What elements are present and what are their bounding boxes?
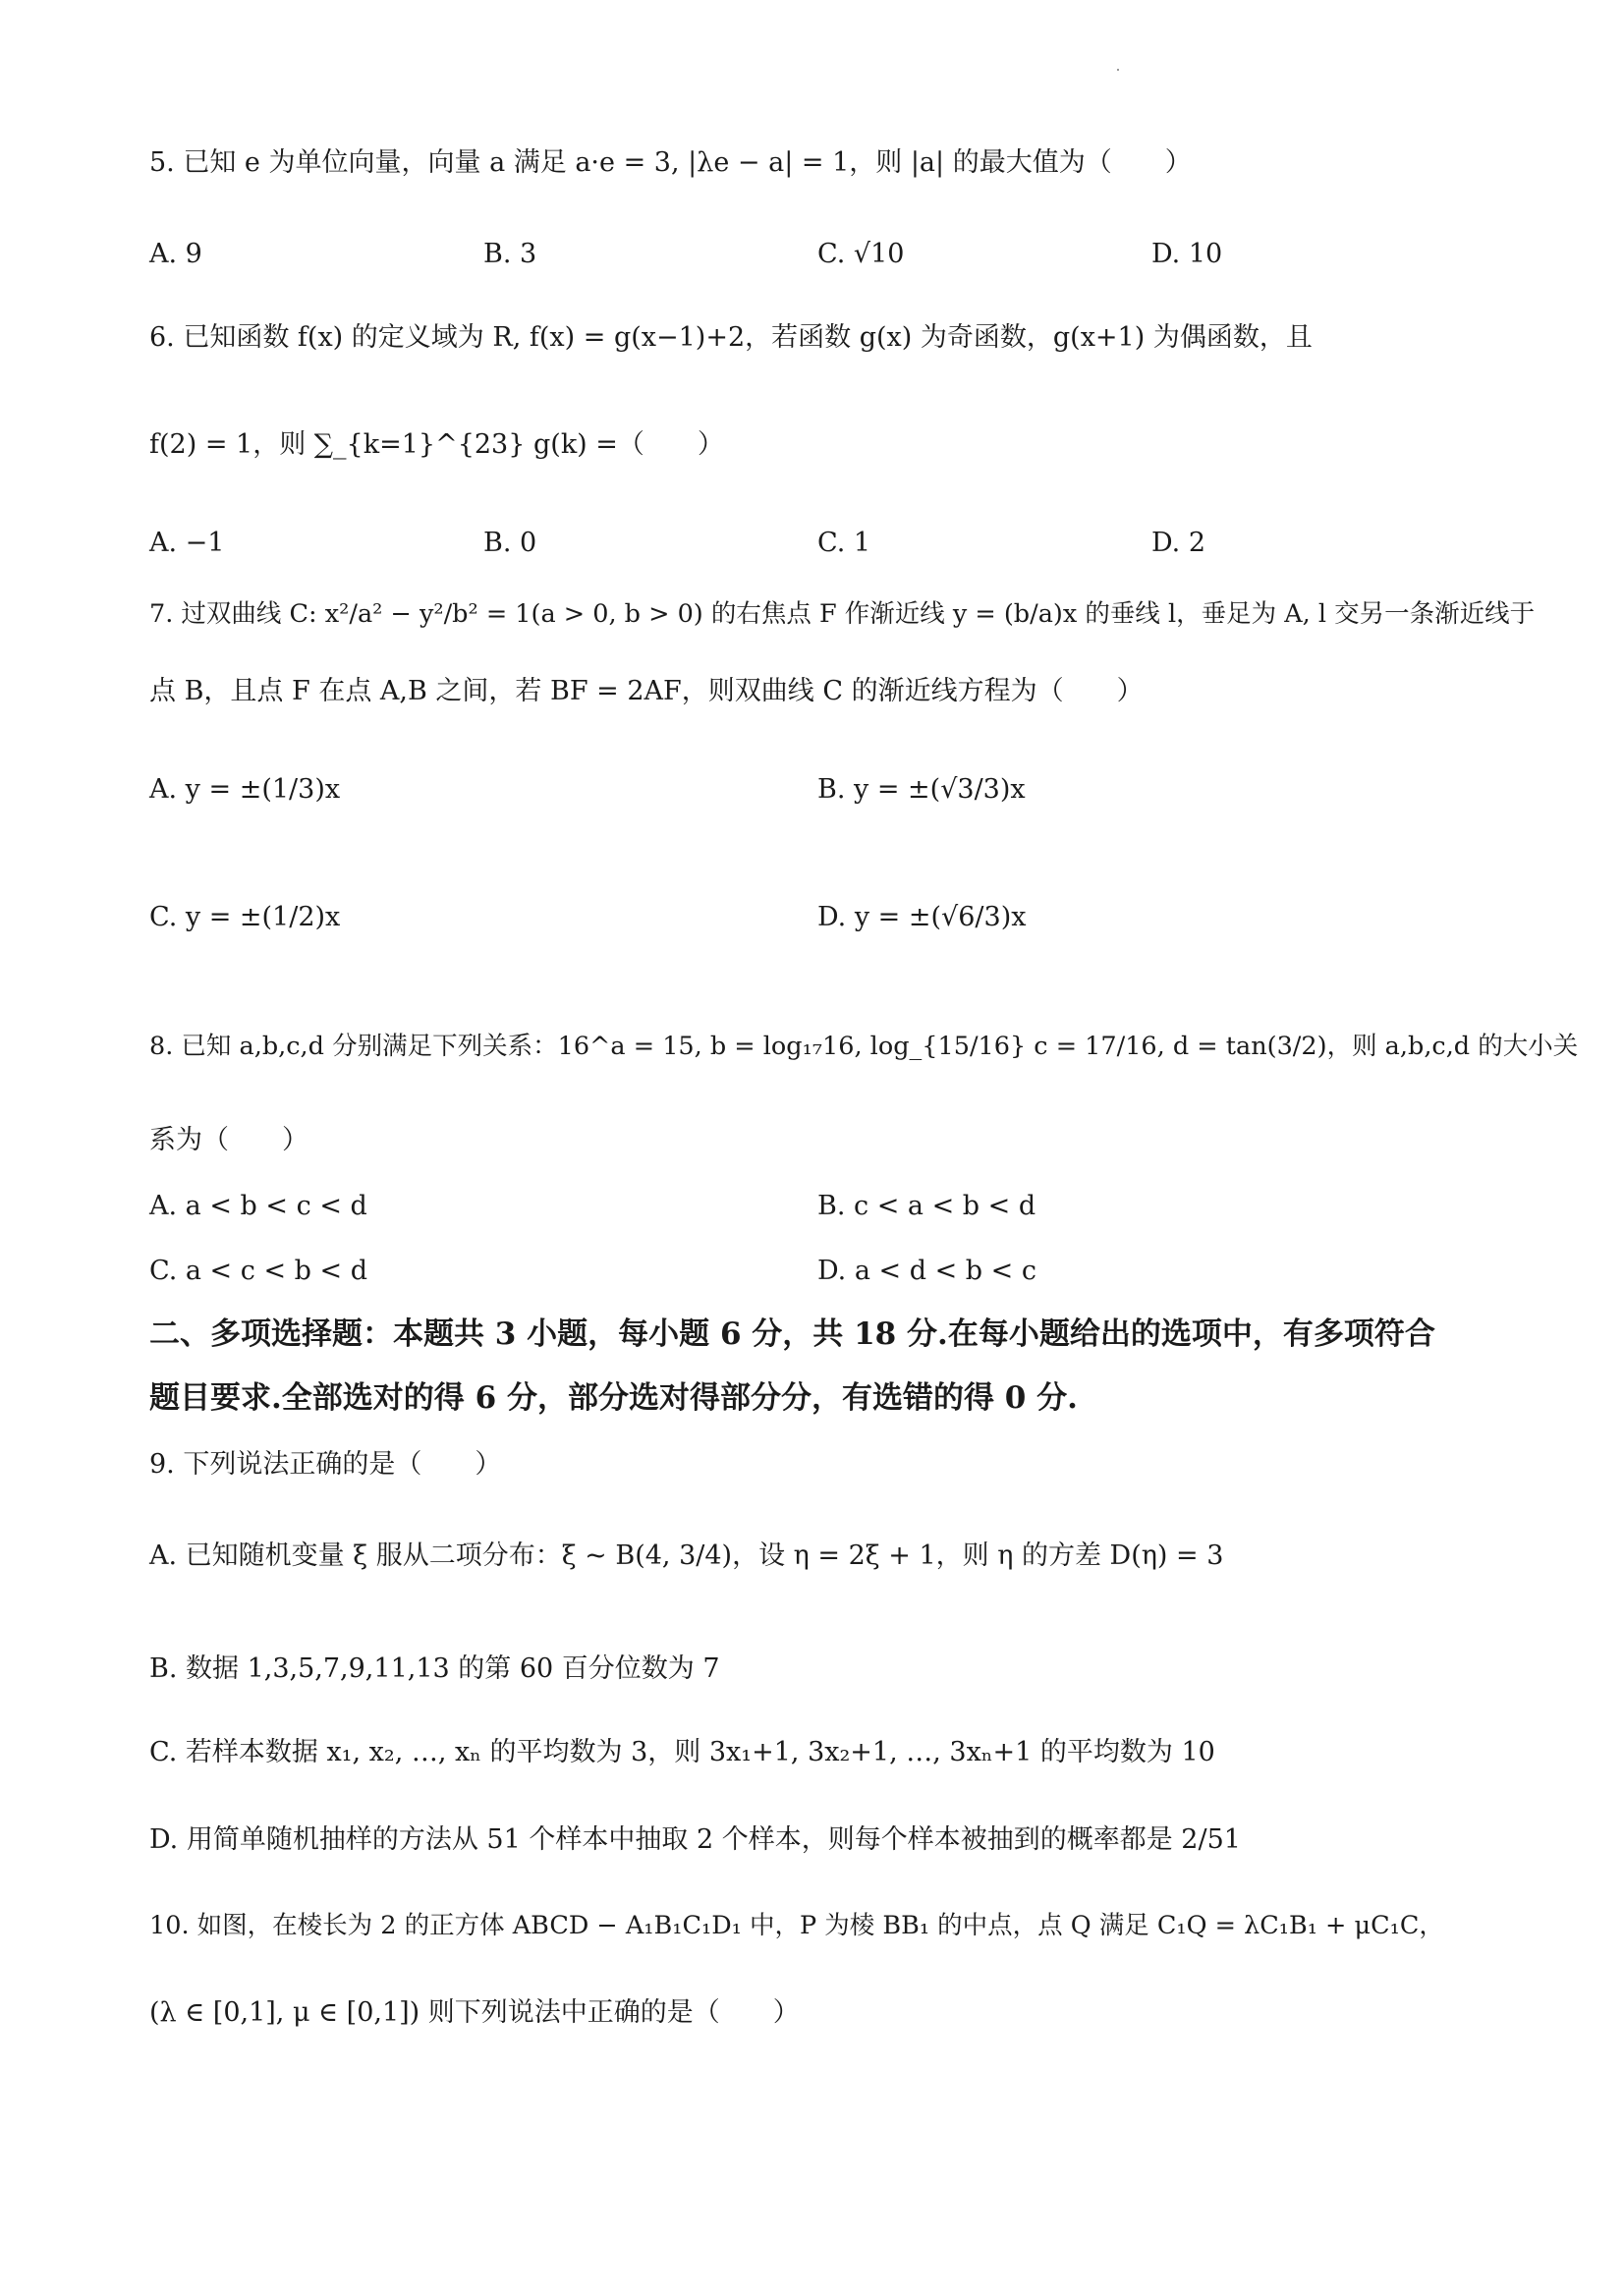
- q6-option-a: A. −1: [149, 528, 225, 558]
- q7-option-a: A. y = ±(1/3)x: [149, 774, 341, 805]
- q8-stem-2: 系为（ ）: [149, 1125, 308, 1155]
- q10-stem: 10. 如图，在棱长为 2 的正方体 ABCD − A₁B₁C₁D₁ 中，P 为棱 BB₁ 的中点，点 Q 满足 C₁Q = λC₁B₁ + μC₁C，: [149, 1911, 1444, 1940]
- q5-option-c: C. √10: [817, 239, 905, 269]
- q10-stem-2: (λ ∈ [0,1], μ ∈ [0,1]) 则下列说法中正确的是（ ）: [149, 1997, 800, 2028]
- q8-option-a: A. a < b < c < d: [149, 1191, 367, 1221]
- q7-option-d: D. y = ±(√6/3)x: [817, 902, 1027, 932]
- q7-option-b: B. y = ±(√3/3)x: [817, 774, 1026, 805]
- q5-option-a: A. 9: [149, 239, 202, 269]
- q8-option-b: B. c < a < b < d: [817, 1191, 1036, 1221]
- q6-stem: 6. 已知函数 f(x) 的定义域为 R, f(x) = g(x−1)+2，若函数 g(x) 为奇函数，g(x+1) 为偶函数，且: [149, 322, 1313, 353]
- section2-heading-line2: 题目要求.全部选对的得 6 分，部分选对得部分分，有选错的得 0 分.: [149, 1380, 1078, 1416]
- q5-option-d: D. 10: [1151, 239, 1223, 269]
- q8-stem: 8. 已知 a,b,c,d 分别满足下列关系：16^a = 15, b = log₁₇16, log_{15/16} c = 17/16, d = tan(3/2)，则 a,b,c,d 的大小关: [149, 1032, 1579, 1061]
- q7-option-c: C. y = ±(1/2)x: [149, 902, 341, 932]
- q9-stem: 9. 下列说法正确的是（ ）: [149, 1449, 502, 1480]
- q9-option-c: C. 若样本数据 x₁, x₂, …, xₙ 的平均数为 3，则 3x₁+1, 3x₂+1, …, 3xₙ+1 的平均数为 10: [149, 1737, 1215, 1767]
- q9-option-d: D. 用简单随机抽样的方法从 51 个样本中抽取 2 个样本，则每个样本被抽到的概率都是 2/51: [149, 1824, 1241, 1855]
- scan-dot: [1117, 69, 1119, 71]
- q6-stem-2: f(2) = 1，则 ∑_{k=1}^{23} g(k) =（ ）: [149, 429, 724, 460]
- q5-stem: 5. 已知 e 为单位向量，向量 a 满足 a·e = 3, |λe − a| = 1，则 |a| 的最大值为（ ）: [149, 147, 1192, 178]
- q9-option-b: B. 数据 1,3,5,7,9,11,13 的第 60 百分位数为 7: [149, 1653, 720, 1684]
- q8-option-d: D. a < d < b < c: [817, 1256, 1037, 1286]
- q7-stem-2: 点 B，且点 F 在点 A,B 之间，若 BF = 2AF，则双曲线 C 的渐近线方程为（ ）: [149, 676, 1144, 706]
- q7-stem: 7. 过双曲线 C: x²/a² − y²/b² = 1(a > 0, b > 0) 的右焦点 F 作渐近线 y = (b/a)x 的垂线 l，垂足为 A, l 交另一条渐近线于: [149, 599, 1536, 629]
- q6-option-b: B. 0: [483, 528, 537, 558]
- q8-option-c: C. a < c < b < d: [149, 1256, 368, 1286]
- q6-option-c: C. 1: [817, 528, 871, 558]
- q9-option-a: A. 已知随机变量 ξ 服从二项分布：ξ ~ B(4, 3/4)，设 η = 2ξ + 1，则 η 的方差 D(η) = 3: [149, 1540, 1224, 1571]
- q6-option-d: D. 2: [1151, 528, 1206, 558]
- q5-option-b: B. 3: [483, 239, 537, 269]
- section2-heading-line1: 二、多项选择题：本题共 3 小题，每小题 6 分，共 18 分.在每小题给出的选项中，有多项符合: [149, 1316, 1435, 1352]
